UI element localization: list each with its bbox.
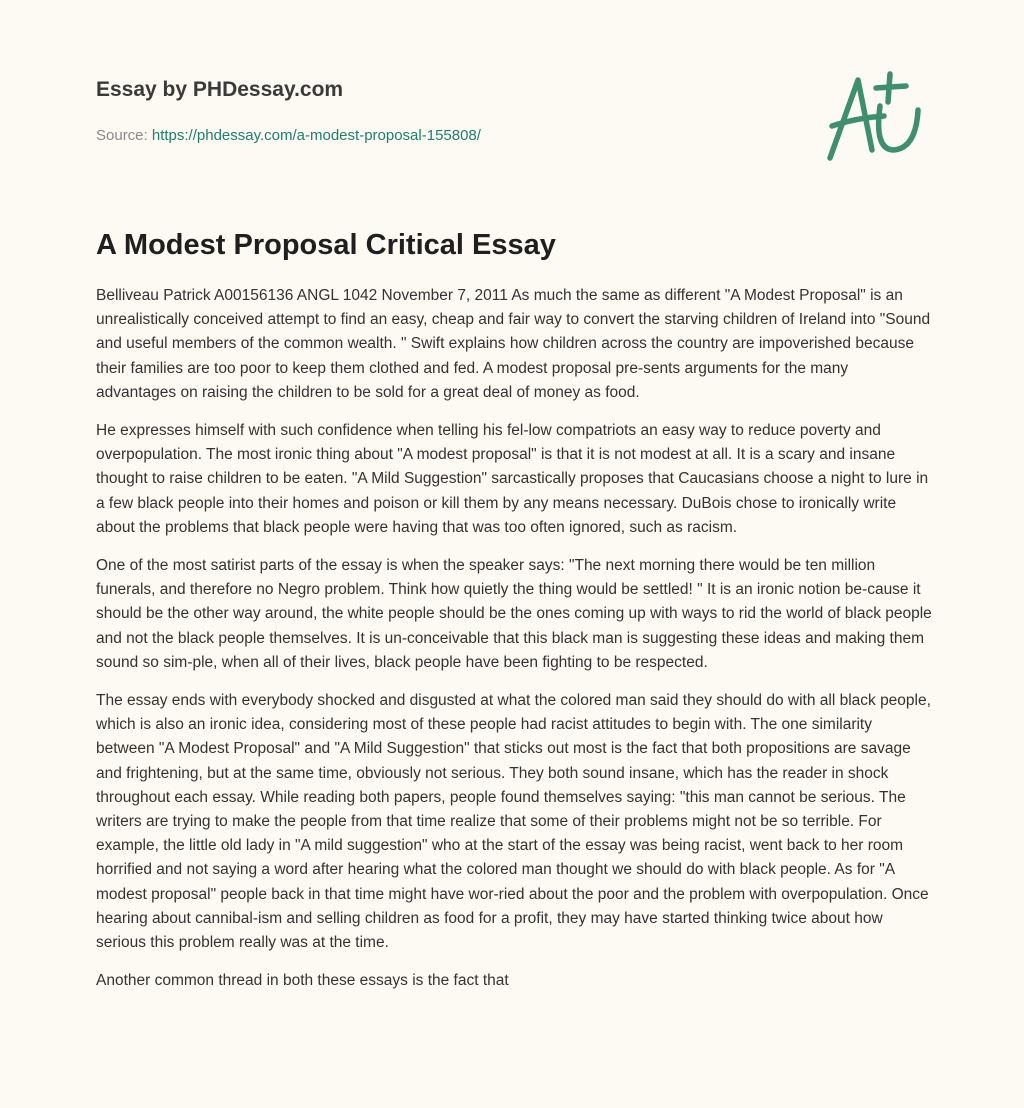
paragraph: One of the most satirist parts of the essay is when the speaker says: "The next morning there would be ten million funerals, and therefore no Negro problem. Think how quietly the thing would be settled! " It is an ironic notion be-cause it should be the other way around, the white people should be the ones coming up with ways to rid the world of black people and not the black people themselves. It is un-conceivable that this black man is suggesting these ideas and making them sound so sim-ple, when all of their lives, black people have been fighting to be respected.: [96, 557, 932, 671]
a-plus-logo-icon: [822, 66, 932, 166]
paragraph: The essay ends with everybody shocked and disgusted at what the colored man said they should do with all black people, which is also an ironic idea, considering most of these people had racist attitudes to begin with. The one similarity between "A Modest Proposal" and "A Mild Suggestion" that sticks out most is the fact that both propositions are savage and frightening, but at the same time, obviously not serious. They both sound insane, which has the reader in shock throughout each essay. While reading both papers, people found themselves saying: "this man cannot be serious. The writers are trying to make the people from that time realize that some of their problems might not be so terrible. For example, the little old lady in "A mild suggestion" who at the start of the essay was being racist, went back to her room horrified and not saying a word after hearing what the colored man thought we should do with black people. As for "A modest proposal" people back in that time might have wor-ried about the poor and the problem with overpopulation. Once hearing about cannibal-ism and selling children as food for a profit, they may have started thinking twice about how serious this problem really was at the time.: [96, 692, 931, 952]
document-title: A Modest Proposal Critical Essay: [96, 229, 556, 261]
paragraph: He expresses himself with such confidence when telling his fel-low compatriots an easy way to reduce poverty and overpopulation. The most ironic thing about "A modest proposal" is that it is not modest at all. It is a scary and insane thought to raise children to be eaten. "A Mild Suggestion" sarcastically proposes that Caucasians choose a night to lure in a few black people into their homes and poison or kill them by any means necessary. DuBois chose to ironically write about the problems that black people were having that was too often ignored, such as racism.: [96, 422, 929, 536]
brand-title: Essay by PHDessay.com: [96, 78, 344, 101]
paragraph: Belliveau Patrick A00156136 ANGL 1042 November 7, 2011 As much the same as different "A Modest Proposal" is an unrealistically conceived attempt to find an easy, cheap and fair way to convert the starving children of Ireland into "Sound and useful members of the common wealth. " Swift explains how children across the country are impoverished because their families are too poor to keep them clothed and fed. A modest proposal pre-sents arguments for the many advantages on raising the children to be sold for a great deal of money as food.: [96, 287, 931, 401]
essay-body: [96, 284, 932, 1007]
source-link[interactable]: https://phdessay.com/a-modest-proposal-155808/: [151, 127, 481, 144]
page-header: [96, 72, 796, 146]
source-line: [96, 126, 796, 146]
source-label: Source:: [96, 127, 148, 144]
paragraph: Another common thread in both these essays is the fact that: [96, 972, 509, 990]
